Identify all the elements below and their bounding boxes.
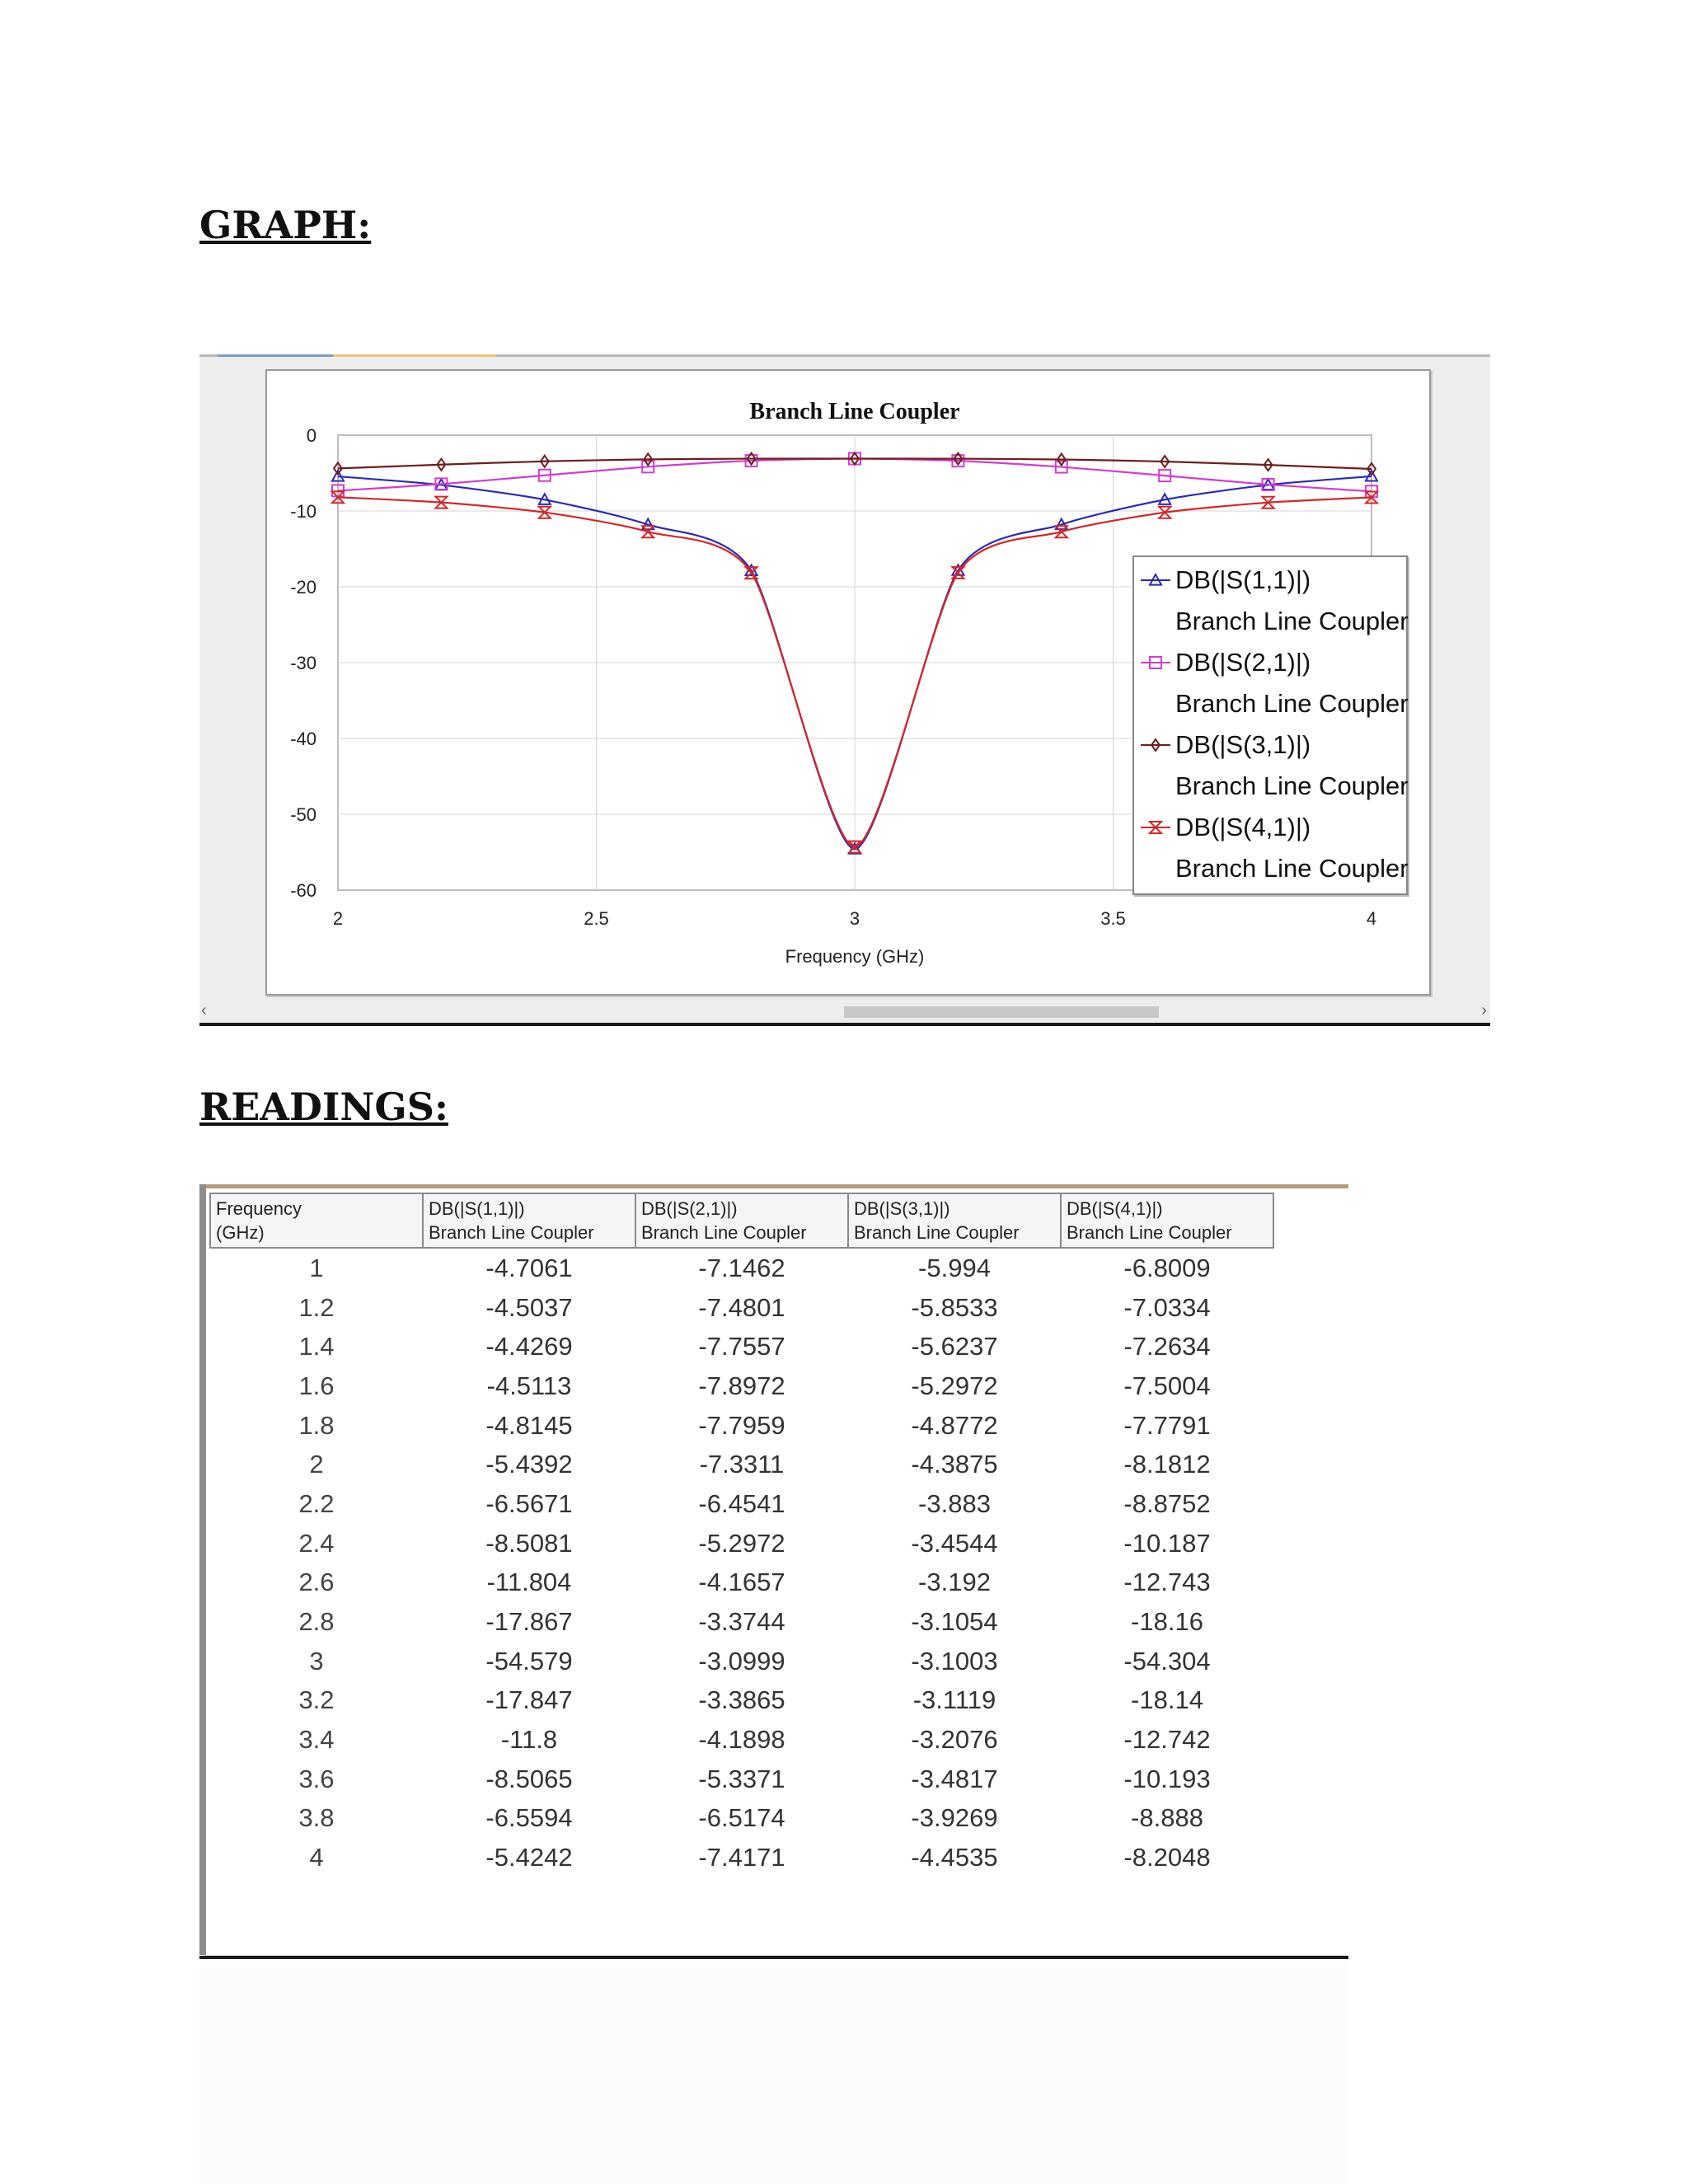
value-cell: -5.8533 [911,1292,998,1322]
window-top-border [199,1184,1348,1188]
value-cell: -4.4269 [485,1332,573,1361]
y-tick-label: -30 [290,653,316,673]
column-header[interactable] [1061,1193,1273,1248]
y-tick-label: -50 [290,804,316,825]
value-cell: -8.1812 [1123,1450,1211,1479]
table-row[interactable] [210,1602,1273,1642]
value-cell: -4.5113 [486,1371,572,1400]
value-cell: -3.1054 [911,1607,998,1637]
legend-series-subtitle: Branch Line Coupler [1175,854,1409,883]
window-tab-indicator [218,354,333,357]
frequency-cell: 2 [309,1450,324,1479]
table-row[interactable] [210,1288,1273,1328]
column-header-subtitle: Branch Line Coupler [641,1222,807,1243]
plot-panel [265,369,1431,996]
value-cell: -3.1003 [911,1646,998,1675]
value-cell: -7.1462 [698,1253,785,1282]
legend-entry [1134,727,1409,809]
legend-entry [1134,644,1409,727]
column-header-title: Frequency [216,1198,302,1219]
value-cell: -5.994 [918,1253,991,1282]
value-cell: -18.16 [1131,1607,1203,1637]
frequency-cell: 3.4 [298,1725,335,1755]
value-cell: -3.2076 [911,1725,998,1755]
value-cell: -7.2634 [1123,1332,1211,1361]
table-header-row [210,1193,1273,1248]
value-cell: -4.8772 [911,1410,998,1440]
legend-series-name: DB(|S(4,1)|) [1175,813,1311,841]
value-cell: -7.7959 [698,1410,785,1440]
table-row[interactable] [210,1406,1273,1446]
value-cell: -5.6237 [911,1332,998,1361]
legend-series-subtitle: Branch Line Coupler [1175,607,1409,635]
value-cell: -5.4392 [485,1450,573,1479]
value-cell: -7.5004 [1123,1371,1211,1400]
divider [199,1956,1348,1959]
frequency-cell: 1.4 [298,1332,335,1361]
frequency-cell: 4 [309,1843,324,1872]
x-tick-label: 4 [1366,908,1377,929]
value-cell: -18.14 [1131,1685,1203,1715]
column-header-subtitle: Branch Line Coupler [854,1222,1020,1243]
x-tick-label: 3.5 [1100,908,1126,929]
value-cell: -8.2048 [1123,1843,1211,1872]
value-cell: -8.5081 [485,1528,573,1558]
y-tick-label: -40 [290,729,316,749]
value-cell: -6.5174 [698,1803,785,1833]
frequency-cell: 2.2 [298,1488,335,1518]
frequency-cell: 1.2 [298,1292,335,1322]
scroll-left-arrow-icon[interactable]: ‹ [201,1001,207,1019]
value-cell: -7.7791 [1123,1410,1211,1440]
chart-legend [1132,555,1408,895]
value-cell: -17.847 [485,1685,573,1715]
graph-heading: GRAPH: [199,203,372,247]
value-cell: -6.5594 [485,1803,573,1833]
table-row[interactable] [210,1366,1273,1406]
value-cell: -10.193 [1123,1764,1211,1793]
value-cell: -7.0334 [1123,1292,1211,1322]
value-cell: -3.4817 [911,1764,998,1793]
value-cell: -4.7061 [485,1253,573,1282]
value-cell: -6.4541 [698,1488,785,1518]
value-cell: -11.8 [500,1725,558,1755]
table-body [210,1248,1273,1877]
frequency-cell: 2.4 [298,1528,335,1558]
column-header-title: DB(|S(3,1)|) [854,1198,950,1219]
frequency-cell: 3 [309,1646,324,1675]
frequency-cell: 3.6 [298,1764,335,1793]
value-cell: -6.5671 [485,1488,573,1518]
value-cell: -11.804 [486,1568,572,1597]
value-cell: -5.3371 [698,1764,785,1793]
legend-swatch-icon [1139,819,1172,836]
readings-window [199,1184,1348,1959]
graph-window [199,354,1490,1026]
value-cell: -17.867 [485,1607,573,1637]
value-cell: -3.192 [918,1568,991,1597]
window-tab-indicator-secondary [333,354,496,357]
table-row[interactable] [210,1327,1273,1366]
legend-swatch-icon [1139,654,1172,671]
value-cell: -54.579 [485,1646,573,1675]
value-cell: -3.883 [918,1488,991,1518]
column-header-title: DB(|S(1,1)|) [429,1198,525,1219]
horizontal-scrollbar-thumb[interactable] [844,1006,1159,1018]
x-tick-label: 2.5 [584,908,609,929]
x-axis-label: Frequency (GHz) [785,946,925,967]
y-tick-label: -60 [290,880,316,901]
value-cell: -3.1119 [912,1685,996,1715]
value-cell: -7.4801 [698,1292,785,1322]
value-cell: -7.7557 [698,1332,785,1361]
legend-series-name: DB(|S(3,1)|) [1175,730,1311,759]
y-tick-label: -10 [290,501,316,522]
value-cell: -5.2972 [911,1371,998,1400]
value-cell: -3.3865 [698,1685,785,1715]
frequency-cell: 1 [309,1253,324,1282]
value-cell: -10.187 [1123,1528,1211,1558]
table-row[interactable] [210,1524,1273,1563]
table-row[interactable] [210,1563,1273,1603]
value-cell: -5.4242 [485,1843,573,1872]
value-cell: -7.4171 [698,1843,785,1872]
value-cell: -8.888 [1131,1803,1203,1833]
table-row[interactable] [210,1445,1273,1484]
value-cell: -3.0999 [698,1646,785,1675]
value-cell: -12.742 [1123,1725,1211,1755]
column-header-subtitle: (GHz) [216,1222,265,1243]
value-cell: -4.3875 [911,1450,998,1479]
value-cell: -12.743 [1123,1568,1211,1597]
divider [199,1023,1490,1026]
frequency-cell: 3.2 [298,1685,335,1715]
scroll-right-arrow-icon[interactable]: › [1481,1001,1487,1019]
x-tick-label: 2 [332,908,344,929]
readings-heading: READINGS: [199,1085,448,1129]
value-cell: -6.8009 [1123,1253,1211,1282]
frequency-cell: 2.6 [298,1568,335,1597]
y-tick-label: -20 [290,577,316,598]
legend-entry [1134,809,1409,892]
legend-entry [1134,562,1409,644]
table-row[interactable] [210,1799,1273,1839]
value-cell: -4.8145 [485,1410,573,1440]
value-cell: -7.8972 [698,1371,785,1400]
column-header-subtitle: Branch Line Coupler [429,1222,594,1243]
value-cell: -4.5037 [485,1292,573,1322]
frequency-cell: 2.8 [298,1607,335,1637]
value-cell: -3.3744 [698,1607,785,1637]
legend-series-subtitle: Branch Line Coupler [1175,689,1409,718]
table-row[interactable] [210,1484,1273,1524]
y-tick-label: 0 [306,425,316,446]
value-cell: -3.9269 [911,1803,998,1833]
legend-series-subtitle: Branch Line Coupler [1175,771,1409,800]
table-row[interactable] [210,1681,1273,1721]
value-cell: -5.2972 [698,1528,785,1558]
table-row[interactable] [210,1760,1273,1799]
table-row[interactable] [210,1720,1273,1760]
readings-table [209,1193,1274,1877]
column-header-subtitle: Branch Line Coupler [1067,1222,1232,1243]
column-header-title: DB(|S(2,1)|) [641,1198,738,1219]
value-cell: -4.1657 [698,1568,785,1597]
value-cell: -4.4535 [911,1843,998,1872]
x-tick-label: 3 [849,908,860,929]
table-row[interactable] [210,1642,1273,1681]
column-header[interactable] [210,1193,423,1248]
column-header-title: DB(|S(4,1)|) [1067,1198,1163,1219]
frequency-cell: 1.6 [298,1371,335,1400]
legend-series-name: DB(|S(1,1)|) [1175,565,1311,594]
window-left-border [199,1184,206,1955]
chart-title: Branch Line Coupler [749,399,960,424]
table-row[interactable] [210,1248,1273,1288]
value-cell: -3.4544 [911,1528,998,1558]
legend-swatch-icon [1139,572,1172,588]
value-cell: -8.8752 [1123,1488,1211,1518]
value-cell: -4.1898 [698,1725,785,1755]
frequency-cell: 1.8 [298,1410,335,1440]
column-header[interactable] [423,1193,635,1248]
legend-series-name: DB(|S(2,1)|) [1175,648,1311,677]
value-cell: -7.3311 [699,1450,785,1479]
value-cell: -54.304 [1123,1646,1211,1675]
frequency-cell: 3.8 [298,1803,335,1833]
value-cell: -8.5065 [485,1764,573,1793]
page-bottom-area [199,1961,1348,2184]
column-header[interactable] [635,1193,848,1248]
legend-swatch-icon [1139,737,1172,753]
column-header[interactable] [848,1193,1061,1248]
table-row[interactable] [210,1838,1273,1877]
